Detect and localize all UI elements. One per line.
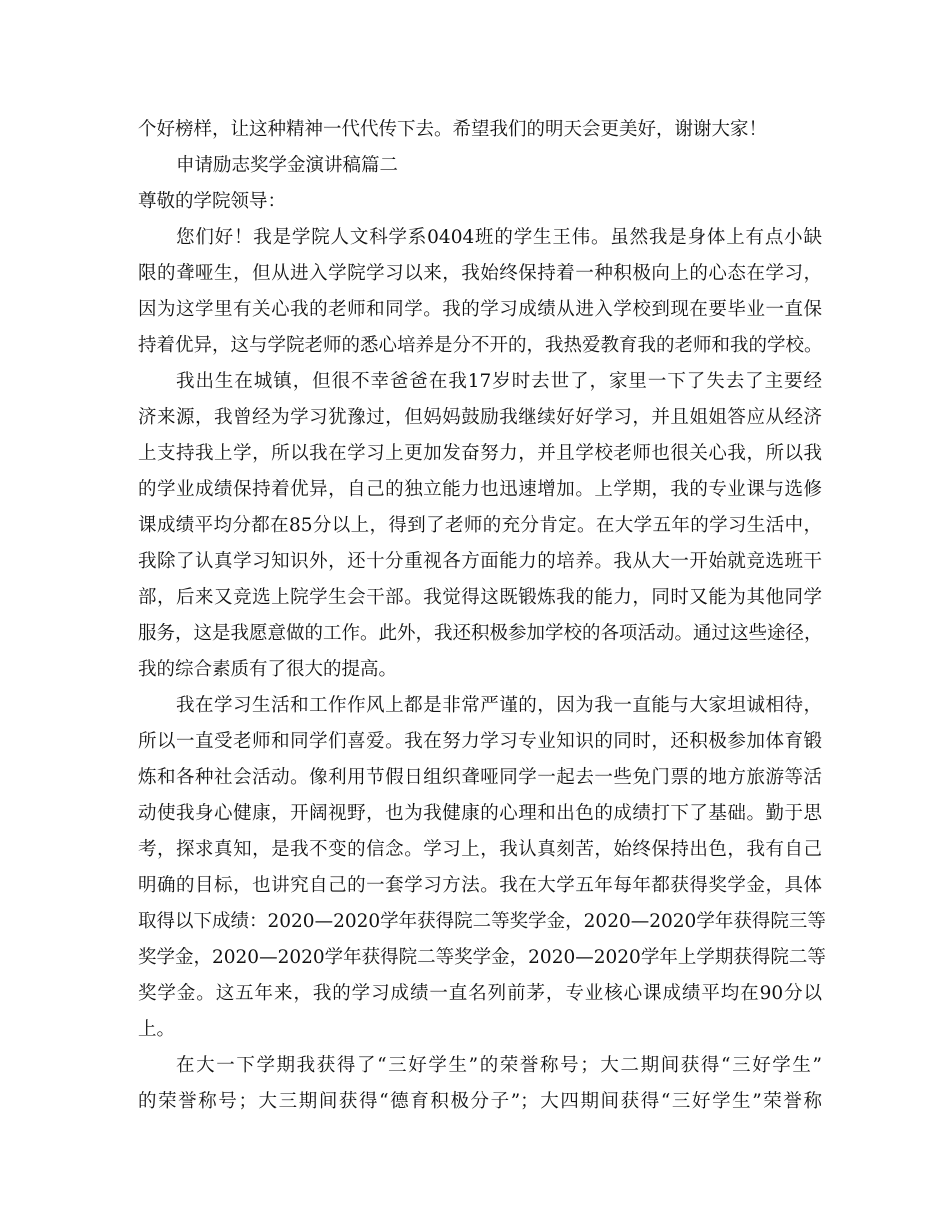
- text-line: 济来源，我曾经为学习犹豫过，但妈妈鼓励我继续好好学习，并且姐姐答应从经济: [138, 407, 822, 428]
- text-line: 我在学习生活和工作作风上都是非常严谨的，因为我一直能与大家坦诚相待，: [176, 695, 822, 716]
- text-line: 考，探求真知，是我不变的信念。学习上，我认真刻苦，始终保持出色，我有自己: [138, 839, 822, 860]
- text-line: 取得以下成绩：2020—2020学年获得院二等奖学金，2020—2020学年获得院三等: [138, 911, 826, 932]
- text-line: 在大一下学期我获得了“三好学生”的荣誉称号；大二期间获得“三好学生”: [176, 1055, 822, 1076]
- text-line: 课成绩平均分都在85分以上，得到了老师的充分肯定。在大学五年的学习生活中，: [138, 515, 822, 536]
- text-line: 所以一直受老师和同学们喜爱。我在努力学习专业知识的同时，还积极参加体育锻: [138, 731, 822, 752]
- text-line: 个好榜样，让这种精神一代代传下去。希望我们的明天会更美好，谢谢大家！: [138, 119, 768, 140]
- text-line: 上支持我上学，所以我在学习上更加发奋努力，并且学校老师也很关心我，所以我: [138, 443, 822, 464]
- text-line: 奖学金，2020—2020学年获得院二等奖学金，2020—2020学年上学期获得院二等: [138, 947, 826, 968]
- text-line: 上。: [138, 1019, 176, 1040]
- text-line: 您们好！我是学院人文科学系0404班的学生王伟。虽然我是身体上有点小缺: [176, 227, 822, 248]
- text-line: 的学业成绩保持着优异，自己的独立能力也迅速增加。上学期，我的专业课与选修: [138, 479, 822, 500]
- text-line: 我的综合素质有了很大的提高。: [138, 659, 398, 680]
- text-line: 炼和各种社会活动。像利用节假日组织聋哑同学一起去一些免门票的地方旅游等活: [138, 767, 822, 788]
- text-line: 持着优异，这与学院老师的悉心培养是分不开的，我热爱教育我的老师和我的学校。: [138, 335, 823, 356]
- text-line: 明确的目标，也讲究自己的一套学习方法。我在大学五年每年都获得奖学金，具体: [138, 875, 822, 896]
- text-line: 因为这学里有关心我的老师和同学。我的学习成绩从进入学校到现在要毕业一直保: [138, 299, 822, 320]
- text-line: 我除了认真学习知识外，还十分重视各方面能力的培养。我从大一开始就竞选班干: [138, 551, 822, 572]
- section-heading: 申请励志奖学金演讲稿篇二: [176, 155, 399, 176]
- text-line: 的荣誉称号；大三期间获得“德育积极分子”；大四期间获得“三好学生”荣誉称: [138, 1091, 822, 1112]
- text-line: 我出生在城镇，但很不幸爸爸在我17岁时去世了，家里一下了失去了主要经: [176, 371, 822, 392]
- text-line: 服务，这是我愿意做的工作。此外，我还积极参加学校的各项活动。通过这些途径，: [138, 623, 823, 644]
- document-body: [138, 112, 826, 1120]
- text-line: 奖学金。这五年来，我的学习成绩一直名列前茅，专业核心课成绩平均在90分以: [138, 983, 822, 1004]
- text-line: 部，后来又竞选上院学生会干部。我觉得这既锻炼我的能力，同时又能为其他同学: [138, 587, 822, 608]
- text-line: 限的聋哑生，但从进入学院学习以来，我始终保持着一种积极向上的心态在学习，: [138, 263, 822, 284]
- salutation: 尊敬的学院领导：: [138, 191, 287, 212]
- text-line: 动使我身心健康，开阔视野，也为我健康的心理和出色的成绩打下了基础。勤于思: [138, 803, 822, 824]
